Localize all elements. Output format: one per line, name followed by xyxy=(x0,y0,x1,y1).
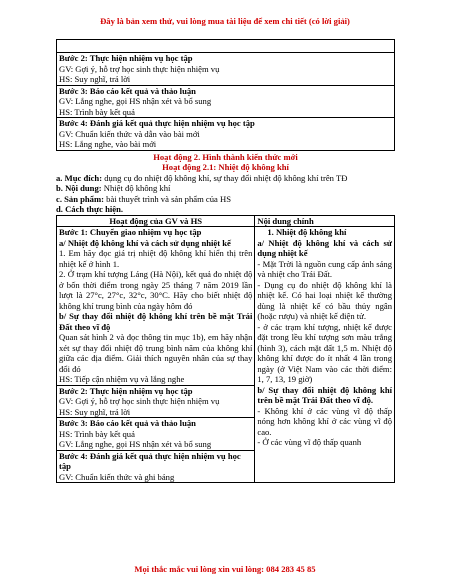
task-3: Quan sát hình 2 và đọc thông tin mục 1b), em hãy nhận xét sự thay đổi nhiệt độ trung bình năm của không khí giữa các địa điểm. Giải thích nguyên nhân của sự thay đổi đó xyxy=(59,332,253,374)
task-4: HS: Tiếp cận nhiệm vụ và lắng nghe xyxy=(59,374,185,384)
part-a-title: a/ Nhiệt độ không khí và cách sử dụng nhiệt kế xyxy=(59,237,231,248)
activity-2-1-heading: Hoạt động 2.1: Nhiệt độ không khí xyxy=(162,162,289,172)
table-row xyxy=(57,53,395,86)
content-label: b. Nội dung: xyxy=(56,183,102,193)
table-row xyxy=(57,85,395,118)
method-label: d. Cách thực hiện. xyxy=(56,204,123,214)
col-header-content: Nội dung chính xyxy=(255,215,395,227)
part-b-title: b/ Sự thay đổi nhiệt độ không khí trên bề mặt Trái Đất theo vĩ độ xyxy=(59,311,253,332)
content-line xyxy=(56,183,395,194)
teacher-student-cell xyxy=(57,227,255,483)
content-paragraph: - Không khí ở các vùng vĩ độ thấp nóng hơn không khí ở các vùng vĩ độ cao. xyxy=(257,405,392,437)
step-line: HS: Suy nghĩ, trả lời xyxy=(59,74,131,84)
preview-banner: Đây là bản xem thử, vui lòng mua tài liệu để xem chi tiết (có lời giải) xyxy=(100,16,350,26)
step-title: Bước 2: Thực hiện nhiệm vụ học tập xyxy=(59,53,193,63)
step-line: HS: Suy nghĩ, trả lời xyxy=(59,406,131,417)
activity-table xyxy=(56,215,395,484)
step-line: GV: Lắng nghe, gọi HS nhận xét và bổ sung xyxy=(59,96,212,106)
step-line: HS: Trình bày kết quả xyxy=(59,428,135,439)
content-paragraph: - Dụng cụ đo nhiệt độ không khí là nhiệt kế. Có hai loại nhiệt kế thường dùng là nhiệt kế có bầu thủy ngân (hoặc rượu) và nhiệt kế điện tử. xyxy=(257,279,392,321)
activity-2-heading: Hoạt động 2. Hình thành kiến thức mới xyxy=(153,151,298,162)
product-line xyxy=(56,194,395,205)
table-row xyxy=(57,118,395,151)
task-2: 2. Ở trạm khí tượng Láng (Hà Nội), kết quả đo nhiệt độ ở bốn thời điểm trong ngày 25 tháng 7 năm 2019 lần lượt là 27°c, 27°c, 32°c, 30°C. Hãy cho biết nhiệt độ không khí trung bình của ngày hôm đó xyxy=(59,269,253,311)
step-line: GV: Chuẩn kiến thức và dẫn vào bài mới xyxy=(59,128,200,139)
step-title: Bước 4: Đánh giá kết quả thực hiện nhiệm vụ học tập xyxy=(59,118,255,128)
content-paragraph: - ở các trạm khí tượng, nhiệt kế được đặt trong lều khí tượng sơn màu trắng (hình 3), cách mặt đất 1,5 m. Nhiệt độ không khí được đo ít nhất 4 lần trong ngày (ở Việt Nam vào các thời điểm: 1, 7, 13, 19 giờ) xyxy=(257,321,392,384)
col-header-teacher-student: Hoạt động của GV và HS xyxy=(57,215,255,227)
step-4-title: Bước 4: Đánh giá kết quả thực hiện nhiệm vụ học tập xyxy=(59,450,241,471)
content-title: 1. Nhiệt độ không khí xyxy=(267,227,347,237)
step-line: GV: Lắng nghe, gọi HS nhận xét và bổ sung xyxy=(59,439,212,449)
goal-label: a. Mục đích: xyxy=(56,172,103,183)
step-3-title: Bước 3: Báo cáo kết quả và thảo luận xyxy=(59,418,196,428)
step-1-title: Bước 1: Chuyển giao nhiệm vụ học tập xyxy=(59,227,202,237)
contact-banner: Mọi thắc mắc vui lòng xin vui lòng: 084 283 45 85 xyxy=(134,564,316,574)
content-part-b-title: b/ Sự thay đổi nhiệt độ không khí trên bề mặt Trái Đất theo vĩ độ. xyxy=(257,384,392,405)
step-title: Bước 3: Báo cáo kết quả và thảo luận xyxy=(59,85,196,96)
content-paragraph: - Mặt Trời là nguồn cung cấp ánh sáng và nhiệt cho Trái Đất. xyxy=(257,258,392,279)
step-line: GV: Chuẩn kiến thức và ghi bảng xyxy=(59,471,175,482)
product-text: bài thuyết trình và sản phẩm của HS xyxy=(106,193,231,204)
content-text: Nhiệt độ không khí xyxy=(103,183,171,193)
main-content-cell xyxy=(255,227,395,483)
goal-line xyxy=(56,173,395,184)
step-line: HS: Lắng nghe, vào bài mới xyxy=(59,139,157,149)
document-page xyxy=(56,39,395,483)
goal-text: dụng cụ đo nhiệt độ không khí, sự thay đổi nhiệt độ không khí trên TĐ xyxy=(104,172,348,183)
table-row xyxy=(57,40,395,53)
task-1: 1. Em hãy đọc giá trị nhiệt độ không khí hiển thị trên nhiệt kế ở hình 1. xyxy=(59,248,253,269)
step-line: HS: Trình bày kết quả xyxy=(59,106,135,117)
step-line: GV: Gợi ý, hỗ trợ học sinh thực hiện nhiệm vụ xyxy=(59,63,220,74)
previous-activity-table xyxy=(56,39,395,151)
step-2-title: Bước 2: Thực hiện nhiệm vụ học tập xyxy=(59,385,193,396)
content-paragraph: - Ở các vùng vĩ độ thấp quanh xyxy=(257,437,362,447)
product-label: c. Sản phẩm: xyxy=(56,193,104,204)
step-line: GV: Gợi ý, hỗ trợ học sinh thực hiện nhiệm vụ xyxy=(59,396,220,406)
content-part-a-title: a/ Nhiệt độ không khí và cách sử dụng nhiệt kế xyxy=(257,237,392,258)
